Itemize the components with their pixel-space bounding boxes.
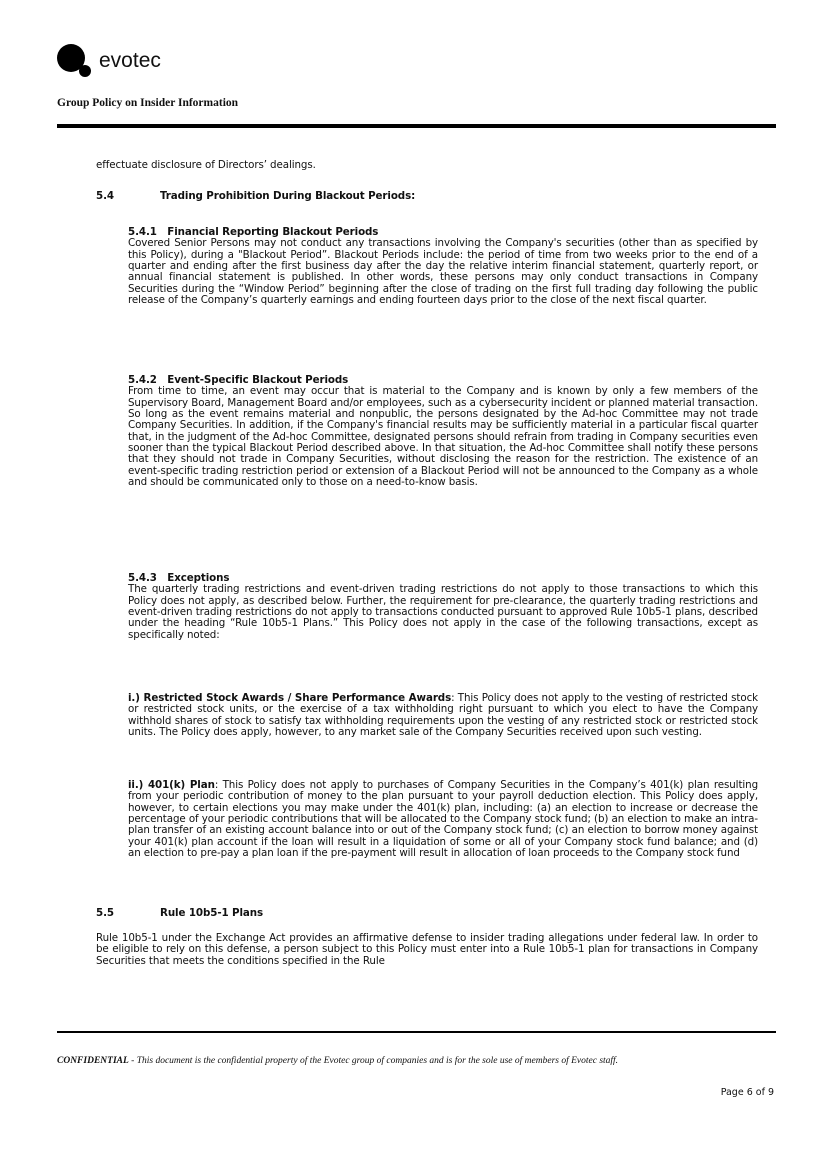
section-5-4-heading — [96, 191, 758, 202]
item-label: i.) Restricted Stock Awards / Share Performance Awards — [128, 692, 452, 704]
exception-item-2 — [128, 780, 758, 859]
section-number: 5.5 — [96, 907, 114, 919]
item-text: : This Policy does not apply to the vesting of restricted stock or restricted stock units, or the exercise of a tax withholding right pursuant to which you elect to have the Company withhold shares of stock to satisfy tax withholding requirements upon the vesting of any restricted stock or restricted stock units. The Policy does apply, however, to any market sale of the Company Securities received upon such vesting. — [128, 692, 758, 739]
item-text: : This Policy does not apply to purchases of Company Securities in the Company’s 401(k) plan resulting from your periodic contribution of money to the plan pursuant to your payroll deduction election. This Policy does apply, however, to certain elections you may make under the 401(k) plan, including: (a) an election to increase or decrease the percentage of your periodic contributions that will be allocated to the Company stock fund; (b) an election to make an intra-plan transfer of an existing account balance into or out of the Company stock fund; (c) an election to borrow money against your 401(k) plan account if the loan will result in a liquidation of some or all of your Company stock fund balance; and (d) an election to pre-pay a plan loan if the pre-payment will result in allocation of loan proceeds to the Company stock fund — [128, 779, 759, 860]
subsection-text: The quarterly trading restrictions and event-driven trading restrictions do not apply to those transactions to which this Policy does not apply, as described below. Further, the requirement for pre-clearance, the quarterly trading restrictions and event-driven trading restrictions do not apply to transactions conducted pursuant to approved Rule 10b5-1 plans, described under the heading “Rule 10b5-1 Plans.” This Policy does not apply in the case of the following transactions, except as specifically noted: — [128, 583, 758, 641]
confidential-label: CONFIDENTIAL — [57, 1056, 129, 1066]
section-title: Rule 10b5-1 Plans — [160, 907, 264, 919]
item-label: ii.) 401(k) Plan — [128, 779, 215, 791]
logo-text: evotec — [99, 49, 161, 72]
header-divider — [57, 124, 776, 128]
section-5-4-1 — [128, 227, 758, 306]
section-5-4-3 — [128, 573, 758, 641]
subsection-title: 5.4.1 Financial Reporting Blackout Periods — [128, 226, 379, 238]
exception-item-1 — [128, 693, 758, 738]
document-title: Group Policy on Insider Information — [57, 97, 239, 109]
confidential-text: - This document is the confidential property of the Evotec group of companies and is for the sole use of members of Evotec staff. — [128, 1056, 619, 1066]
footer-divider — [57, 1031, 776, 1033]
intro-text: effectuate disclosure of Directors’ dealings. — [96, 159, 316, 171]
section-5-4-2 — [128, 375, 758, 488]
section-5-5-text: Rule 10b5-1 under the Exchange Act provides an affirmative defense to insider trading allegations under federal law. In order to be eligible to rely on this defense, a person subject to this Policy must enter into a Rule 10b5-1 plan for transactions in Company Securities that meets the conditions specified in the Rule — [96, 932, 758, 967]
confidential-notice — [57, 1056, 618, 1066]
section-5-5-heading — [96, 908, 758, 919]
evotec-logo — [57, 44, 187, 84]
section-title: Trading Prohibition During Blackout Periods: — [160, 190, 416, 202]
logo-dot-small — [79, 65, 91, 77]
page-number: Page 6 of 9 — [720, 1087, 774, 1098]
subsection-text: Covered Senior Persons may not conduct any transactions involving the Company's securities (other than as specified by this Policy), during a "Blackout Period”. Blackout Periods include: the period of time from two weeks prior to the end of a quarter and ending after the first business day after the day the relative interim financial statement, quarterly report, or annual financial statement is published. In other words, these persons may only conduct transactions in Company Securities during the “Window Period” beginning after the close of trading on the first full trading day following the public release of the Company’s quarterly earnings and ending fourteen days prior to the close of the next fiscal quarter. — [128, 237, 758, 307]
subsection-text: From time to time, an event may occur that is material to the Company and is known by only a few members of the Supervisory Board, Management Board and/or employees, such as a cybersecurity incident or planned material transaction. So long as the event remains material and nonpublic, the persons designated by the Ad-hoc Committee may not trade Company Securities. In addition, if the Company's financial results may be sufficiently material in a particular fiscal quarter that, in the judgment of the Ad-hoc Committee, designated persons should refrain from trading in Company securities even sooner than the typical Blackout Period described above. In that situation, the Ad-hoc Committee shall notify these persons that they should not trade in Company Securities, without disclosing the reason for the restriction. The existence of an event-specific trading restriction period or extension of a Blackout Period will not be announced to the Company as a whole and should be communicated only to those on a need-to-know basis. — [128, 385, 758, 489]
section-number: 5.4 — [96, 190, 114, 202]
subsection-title: 5.4.3 Exceptions — [128, 572, 230, 584]
subsection-title: 5.4.2 Event-Specific Blackout Periods — [128, 374, 349, 386]
